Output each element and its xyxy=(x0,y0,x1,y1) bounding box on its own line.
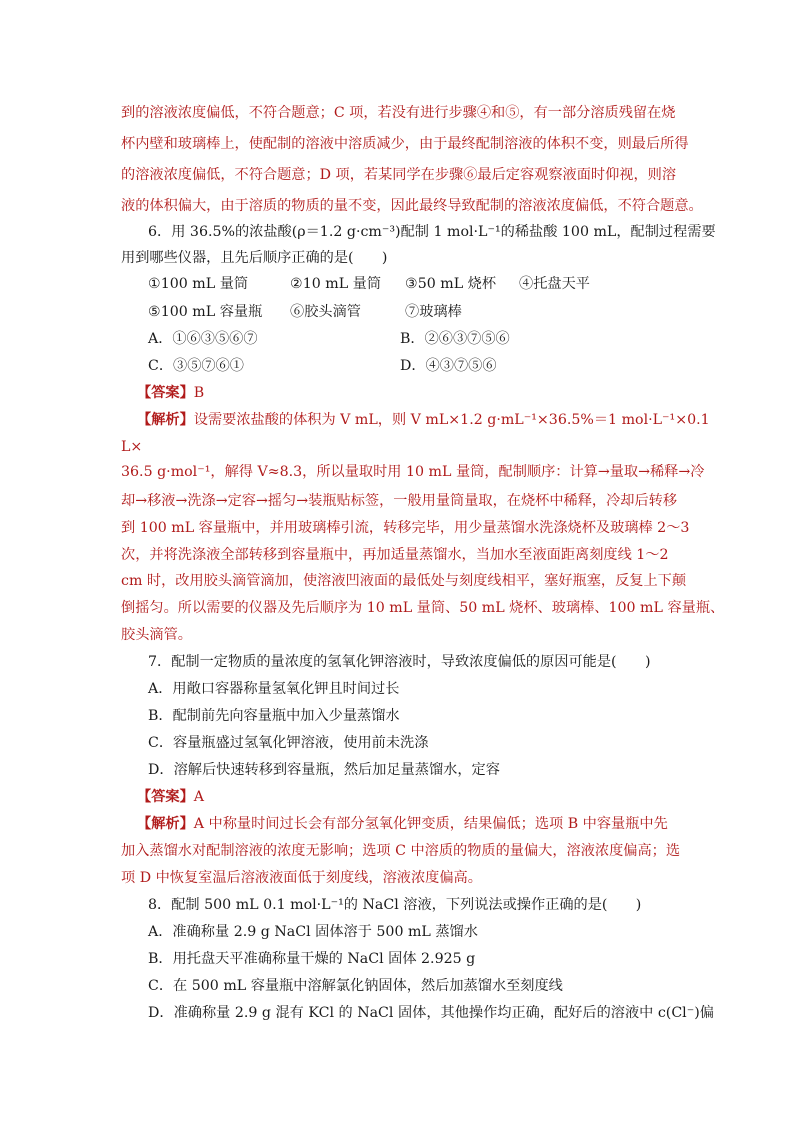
q7-answer-label: 【答案】 xyxy=(137,789,194,805)
q6-explanation-line-9: 胶头滴管。 xyxy=(121,627,192,643)
q6-answer-label: 【答案】 xyxy=(137,385,194,401)
q7-answer xyxy=(137,787,204,807)
q8-option-c: C．在 500 mL 容量瓶中溶解氯化钠固体，然后加蒸馏水至刻度线 xyxy=(148,978,563,994)
prev-explanation-line-3: 的溶液浓度偏低，不符合题意；D 项，若某同学在步骤⑥最后定容观察液面时仰视，则溶 xyxy=(121,167,677,183)
q6-explanation-line-7: cm 时，改用胶头滴管滴加，使溶液凹液面的最低处与刻度线相平，塞好瓶塞，反复上下颠 xyxy=(121,573,687,589)
q6-option-a: A．①⑥③⑤⑥⑦ xyxy=(148,331,258,347)
q6-instrument-5: ⑤100 mL 容量瓶 xyxy=(148,304,263,320)
prev-explanation-line-1: 到的溶液浓度偏低，不符合题意；C 项，若没有进行步骤④和⑤，有一部分溶质残留在烧 xyxy=(121,105,676,121)
q7-answer-value: A xyxy=(193,789,205,805)
q7-option-c: C．容量瓶盛过氢氧化钾溶液，使用前未洗涤 xyxy=(148,735,429,751)
q8-stem: 8．配制 500 mL 0.1 mol·L⁻¹的 NaCl 溶液，下列说法或操作正确的是( ) xyxy=(148,897,642,913)
q6-option-b: B．②⑥③⑦⑤⑥ xyxy=(400,331,510,347)
q7-option-b: B．配制前先向容量瓶中加入少量蒸馏水 xyxy=(148,708,400,724)
q6-answer-value: B xyxy=(193,385,205,401)
q6-explanation-line-3: 36.5 g·mol⁻¹，解得 V≈8.3，所以量取时用 10 mL 量筒，配制顺序：计算→量取→稀释→冷 xyxy=(121,464,705,480)
q7-option-a: A．用敞口容器称量氢氧化钾且时间过长 xyxy=(148,681,400,697)
q7-option-d: D．溶解后快速转移到容量瓶，然后加足量蒸馏水，定容 xyxy=(148,762,500,778)
q6-option-d: D．④③⑦⑤⑥ xyxy=(400,358,497,374)
q8-option-a: A．准确称量 2.9 g NaCl 固体溶于 500 mL 蒸馏水 xyxy=(148,924,478,940)
q6-explanation-line-8: 倒摇匀。所以需要的仪器及先后顺序为 10 mL 量筒、50 mL 烧杯、玻璃棒、100 mL 容量瓶、 xyxy=(121,600,725,616)
q7-explanation-line-2: 加入蒸馏水对配制溶液的浓度无影响；选项 C 中溶质的物质的量偏大，溶液浓度偏高；选 xyxy=(121,843,681,859)
prev-explanation-line-2: 杯内壁和玻璃棒上，使配制的溶液中溶质减少，由于最终配制溶液的体积不变，则最后所得 xyxy=(121,136,689,152)
q6-option-c: C．③⑤⑦⑥① xyxy=(148,358,244,374)
q6-explanation-line-5: 到 100 mL 容量瓶中，并用玻璃棒引流，转移完毕，用少量蒸馏水洗涤烧杯及玻璃棒 2～3 xyxy=(121,520,690,536)
q6-explain-text-1: 设需要浓盐酸的体积为 V mL，则 V mL×1.2 g·mL⁻¹×36.5%＝1 mol·L⁻¹×0.1 xyxy=(193,412,710,428)
q6-stem-line-2: 用到哪些仪器，且先后顺序正确的是( ) xyxy=(121,250,388,266)
q6-instrument-2: ②10 mL 量筒 xyxy=(290,276,382,292)
q6-instrument-6: ⑥胶头滴管 xyxy=(290,304,361,320)
q6-instrument-1: ①100 mL 量筒 xyxy=(148,276,249,292)
q6-instrument-4: ④托盘天平 xyxy=(519,276,590,292)
q7-explain-label: 【解析】 xyxy=(137,816,194,832)
q6-explanation-line-4: 却→移液→洗涤→定容→摇匀→装瓶贴标签，一般用量筒量取，在烧杯中稀释，冷却后转移 xyxy=(121,493,678,509)
q8-option-b: B．用托盘天平准确称量干燥的 NaCl 固体 2.925 g xyxy=(148,951,476,967)
prev-explanation-line-4: 液的体积偏大，由于溶质的物质的量不变，因此最终导致配制的溶液浓度偏低，不符合题意。 xyxy=(121,198,703,214)
q6-stem-line-1: 6．用 36.5%的浓盐酸(ρ＝1.2 g·cm⁻³)配制 1 mol·L⁻¹的稀盐酸 100 mL，配制过程需要 xyxy=(148,224,716,240)
q6-instrument-7: ⑦玻璃棒 xyxy=(405,304,462,320)
q7-stem: 7．配制一定物质的量浓度的氢氧化钾溶液时，导致浓度偏低的原因可能是( ) xyxy=(148,654,651,670)
q8-option-d: D．准确称量 2.9 g 混有 KCl 的 NaCl 固体，其他操作均正确，配好后的溶液中 c(Cl⁻)偏 xyxy=(148,1005,714,1021)
q6-explanation-line-1 xyxy=(137,410,710,430)
q7-explanation-line-3: 项 D 中恢复室温后溶液液面低于刻度线，溶液浓度偏高。 xyxy=(121,870,482,886)
q6-explain-label: 【解析】 xyxy=(137,412,194,428)
q6-answer xyxy=(137,383,204,403)
q7-explain-text-1: A 中称量时间过长会有部分氢氧化钾变质，结果偏低；选项 B 中容量瓶中先 xyxy=(193,816,668,832)
q6-explanation-line-6: 次，并将洗涤液全部转移到容量瓶中，再加适量蒸馏水，当加水至液面距离刻度线 1～2 xyxy=(121,547,669,563)
q6-explanation-line-2: L× xyxy=(121,439,143,455)
q7-explanation-line-1 xyxy=(137,814,668,834)
q6-instrument-3: ③50 mL 烧杯 xyxy=(405,276,497,292)
